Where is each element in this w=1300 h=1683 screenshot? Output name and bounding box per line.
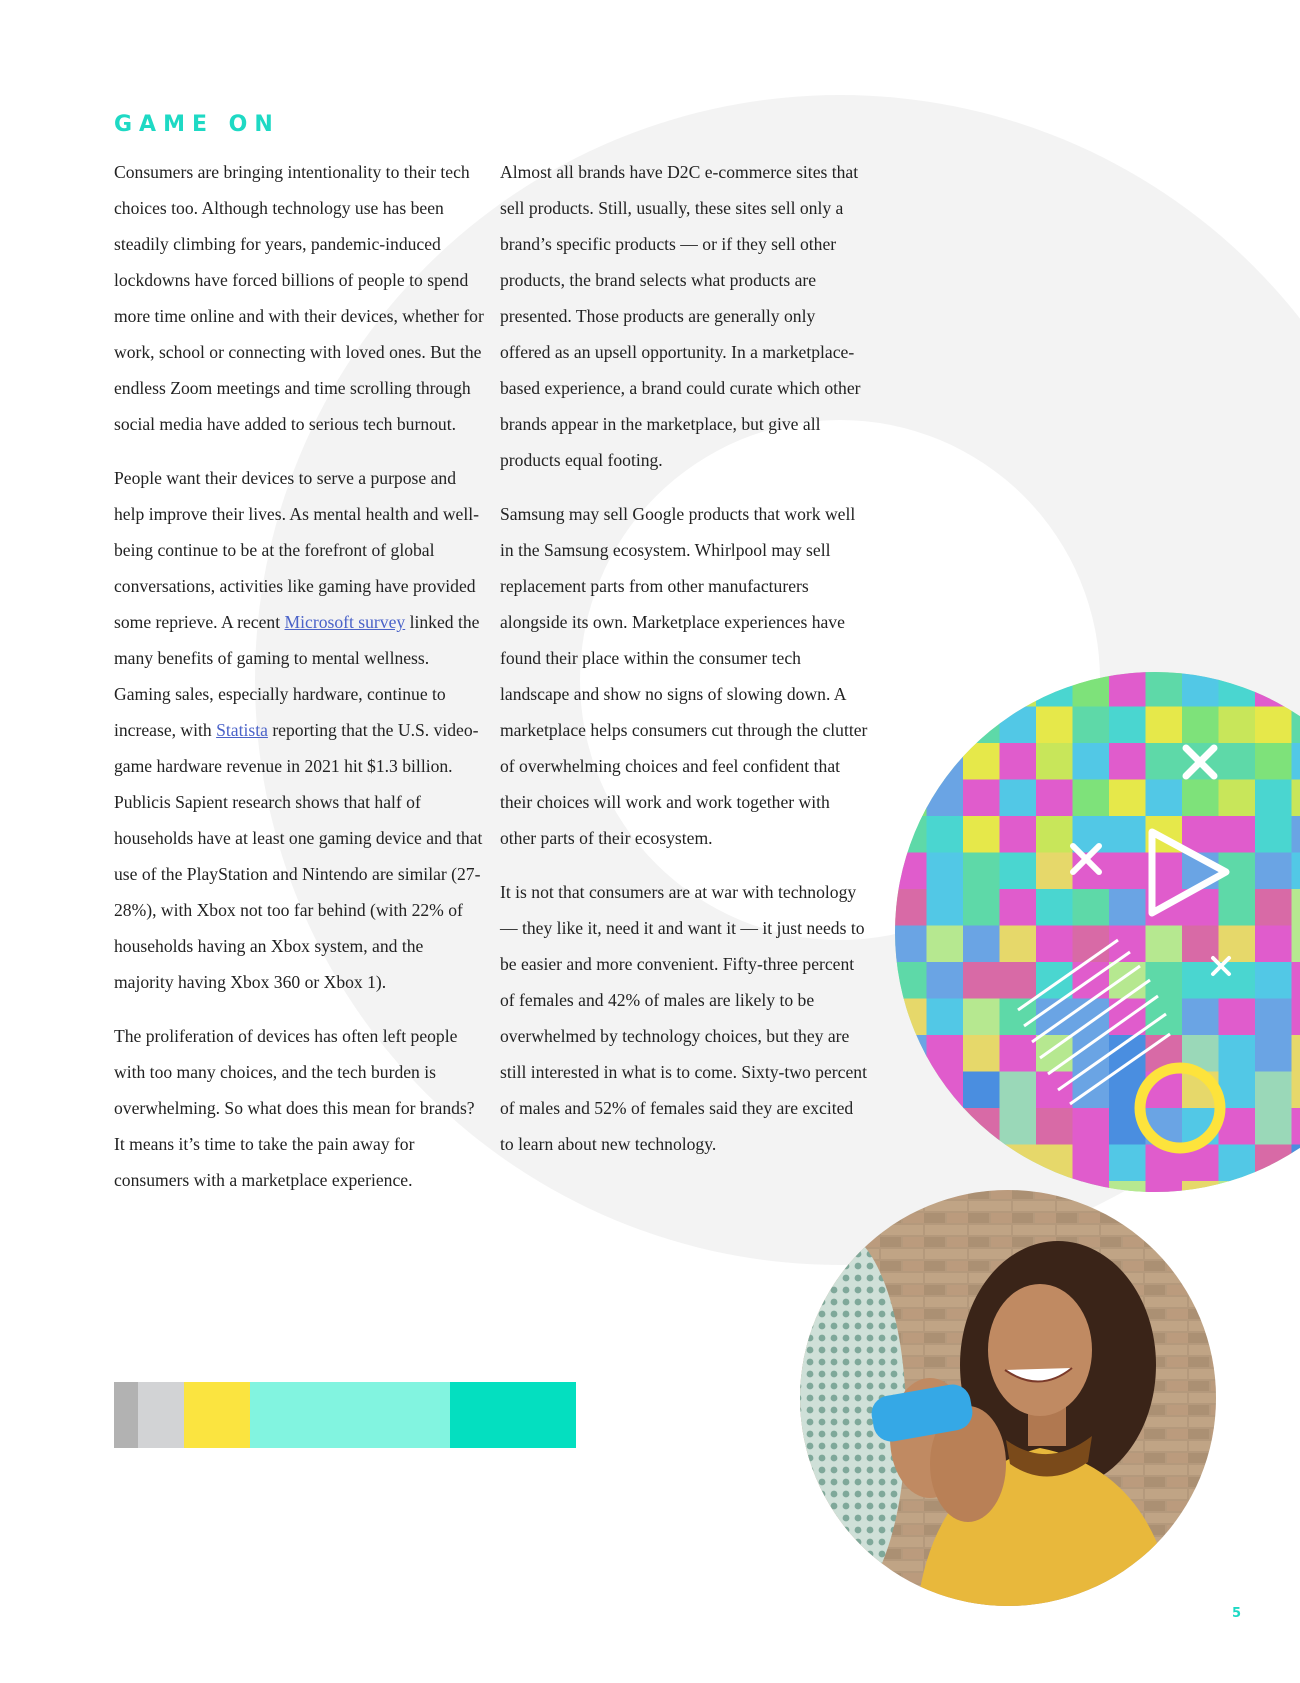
body-paragraph: [500, 874, 870, 1162]
pixel-tile: [1036, 1072, 1073, 1109]
pixel-tile: [1255, 999, 1292, 1036]
pixel-tile: [1109, 816, 1146, 853]
color-bar: [114, 1382, 576, 1448]
pixel-tile: [1036, 1035, 1073, 1072]
pixel-tile: [963, 1035, 1000, 1072]
text-run: Samsung may sell Google products that work well in the Samsung ecosystem. Whirlpool may sell replacement parts from other manufacturers alongside its own. Marketplace experiences have found their place within the consumer tech landscape and show no signs of slowing down. A marketplace helps consumers cut through the clutter of overwhelming choices and feel confident that their choices will work and work together with other parts of their ecosystem.: [500, 504, 868, 848]
text-run: The proliferation of devices has often left people with too many choices, and the tech burden is overwhelming. So what does this mean for brands? It means it’s time to take the pain away for consumers with a marketplace experience.: [114, 1026, 475, 1190]
pixel-tile: [1292, 962, 1300, 999]
pixel-tile: [1000, 926, 1037, 963]
pixel-tile: [1036, 889, 1073, 926]
pixel-tile: [1146, 1181, 1183, 1218]
pixel-tile: [1219, 926, 1256, 963]
pixel-tile: [1036, 743, 1073, 780]
pixel-tile: [1255, 707, 1292, 744]
pixel-tile: [1109, 962, 1146, 999]
body-paragraph: [114, 154, 484, 442]
pixel-tile: [1219, 1181, 1256, 1218]
pixel-tile: [1109, 670, 1146, 707]
body-paragraph: [500, 154, 870, 478]
pixel-tile: [1292, 780, 1300, 817]
pixel-tile: [1146, 962, 1183, 999]
pixel-tile: [1219, 889, 1256, 926]
pixel-tile: [1000, 889, 1037, 926]
pixel-tile: [1000, 743, 1037, 780]
pixel-tile: [1292, 853, 1300, 890]
pixel-tile: [963, 999, 1000, 1036]
pixel-tile: [1182, 780, 1219, 817]
pixel-tile: [1073, 743, 1110, 780]
pixel-tile: [1182, 999, 1219, 1036]
inline-link[interactable]: Statista: [216, 720, 268, 740]
pixel-tile: [1219, 780, 1256, 817]
pixel-tile: [963, 780, 1000, 817]
pixel-tile: [1109, 780, 1146, 817]
color-swatch: [250, 1382, 450, 1448]
left-column: [114, 154, 484, 1216]
section-heading: GAME ON: [114, 112, 280, 137]
pixel-tile: [1146, 670, 1183, 707]
pixel-tile: [1292, 743, 1300, 780]
pixel-tile: [1000, 853, 1037, 890]
pixel-tile: [1255, 1181, 1292, 1218]
inline-link[interactable]: Microsoft survey: [284, 612, 406, 632]
pixel-tile: [1000, 1035, 1037, 1072]
color-swatch: [138, 1382, 184, 1448]
text-run: It is not that consumers are at war with technology — they like it, need it and want it — it just needs to be easier and more convenient. Fifty-three percent of females and 42% of males are likely to be overwhelmed by technology choices, but they are still interested in what is to come. Sixty-two percent of males and 52% of females said they are excited to learn about new technology.: [500, 882, 867, 1154]
pixel-tile: [1292, 999, 1300, 1036]
pixel-tile: [1255, 780, 1292, 817]
pixel-tile: [963, 926, 1000, 963]
pixel-tile: [1292, 1145, 1300, 1182]
pixel-tile: [927, 999, 964, 1036]
pixel-tile: [1292, 926, 1300, 963]
pixel-tile: [1255, 853, 1292, 890]
right-column: [500, 154, 870, 1180]
page-number: 5: [1232, 1606, 1242, 1621]
pixel-tile: [1146, 707, 1183, 744]
pixel-tile: [927, 962, 964, 999]
pixel-tile: [1182, 1181, 1219, 1218]
pixel-tile: [1255, 1108, 1292, 1145]
pixel-tile: [1109, 1145, 1146, 1182]
pixel-tile: [1292, 816, 1300, 853]
pixel-tile: [927, 853, 964, 890]
pixel-tile: [927, 889, 964, 926]
pixel-tile: [1219, 707, 1256, 744]
pixel-tile: [1255, 926, 1292, 963]
pixel-tile: [1073, 1145, 1110, 1182]
text-run: reporting that the U.S. video-game hardware revenue in 2021 hit $1.3 billion. Publicis Sapient research shows that half of households have at least one gaming device and that use of the PlayStation and Nintendo are similar (27-28%), with Xbox not too far behind (with 22% of households having an Xbox system, and the majority having Xbox 360 or Xbox 1).: [114, 720, 483, 992]
pixel-tile: [1036, 816, 1073, 853]
pixel-tile: [1292, 1035, 1300, 1072]
pixel-tile: [1292, 1181, 1300, 1218]
pixel-tile: [1073, 707, 1110, 744]
text-run: People want their devices to serve a purpose and help improve their lives. As mental health and well-being continue to be at the forefront of global conversations, activities like gaming have provided some reprieve. A recent: [114, 468, 479, 632]
pixel-tile: [1036, 926, 1073, 963]
pixel-tile: [963, 962, 1000, 999]
pixel-tile: [1219, 816, 1256, 853]
color-swatch: [450, 1382, 576, 1448]
pixel-tile: [1255, 1072, 1292, 1109]
pixel-tile: [1182, 962, 1219, 999]
pixel-tile: [1219, 1145, 1256, 1182]
pixel-tile: [1000, 1108, 1037, 1145]
pixel-tile: [1219, 743, 1256, 780]
text-run: Consumers are bringing intentionality to their tech choices too. Although technology use has been steadily climbing for years, pandemic-induced lockdowns have forced billions of people to spend more time online and with their devices, whether for work, school or connecting with loved ones. But the endless Zoom meetings and time scrolling through social media have added to serious tech burnout.: [114, 162, 484, 434]
pixel-tile: [963, 853, 1000, 890]
text-run: Almost all brands have D2C e-commerce sites that sell products. Still, usually, these sites sell only a brand’s specific products — or if they sell other products, the brand selects what products are presented. Those products are generally only offered as an upsell opportunity. In a marketplace-based experience, a brand could curate which other brands appear in the marketplace, but give all products equal footing.: [500, 162, 861, 470]
pixel-tile: [1109, 889, 1146, 926]
pixel-tile: [1036, 1108, 1073, 1145]
pixel-tile: [1146, 926, 1183, 963]
pixel-tile: [1000, 780, 1037, 817]
pixel-tile: [1073, 889, 1110, 926]
pixel-tile: [927, 926, 964, 963]
pixel-tile: [963, 816, 1000, 853]
pixel-tile: [1292, 889, 1300, 926]
pixel-tile: [1109, 1181, 1146, 1218]
pixel-tile: [963, 1072, 1000, 1109]
pixel-tile: [1073, 780, 1110, 817]
pixel-tile: [1073, 1108, 1110, 1145]
pixel-tile: [1000, 816, 1037, 853]
pixel-tile: [1219, 1035, 1256, 1072]
pixel-tile: [1292, 1108, 1300, 1145]
pixel-tile: [963, 889, 1000, 926]
pixel-tile: [1109, 707, 1146, 744]
body-paragraph: [500, 496, 870, 856]
pixel-tile: [1255, 962, 1292, 999]
color-swatch: [184, 1382, 250, 1448]
pixel-tile: [1219, 999, 1256, 1036]
pixel-tile: [1109, 743, 1146, 780]
pixel-tile: [1146, 743, 1183, 780]
pixel-tile: [1036, 707, 1073, 744]
pixel-tile: [1000, 1072, 1037, 1109]
pixel-tile: [1255, 1145, 1292, 1182]
pixel-tile: [1255, 743, 1292, 780]
pixel-tile: [1255, 889, 1292, 926]
pixel-tile: [1255, 816, 1292, 853]
pixel-tile: [1000, 962, 1037, 999]
text-run: linked the many benefits of gaming to mental wellness. Gaming sales, especially hardware, continue to increase, with: [114, 612, 480, 740]
pixel-tile: [1182, 707, 1219, 744]
pixel-tile: [927, 816, 964, 853]
body-paragraph: [114, 1018, 484, 1198]
body-paragraph: [114, 460, 484, 1000]
pixel-tile: [1036, 853, 1073, 890]
color-swatch: [114, 1382, 138, 1448]
pixel-tile: [1146, 780, 1183, 817]
pixel-tile: [1073, 926, 1110, 963]
pixel-tile: [1255, 1035, 1292, 1072]
pixel-tile: [1292, 1072, 1300, 1109]
pixel-tile: [1000, 999, 1037, 1036]
pixel-tile: [1036, 780, 1073, 817]
pixel-tile: [1109, 853, 1146, 890]
